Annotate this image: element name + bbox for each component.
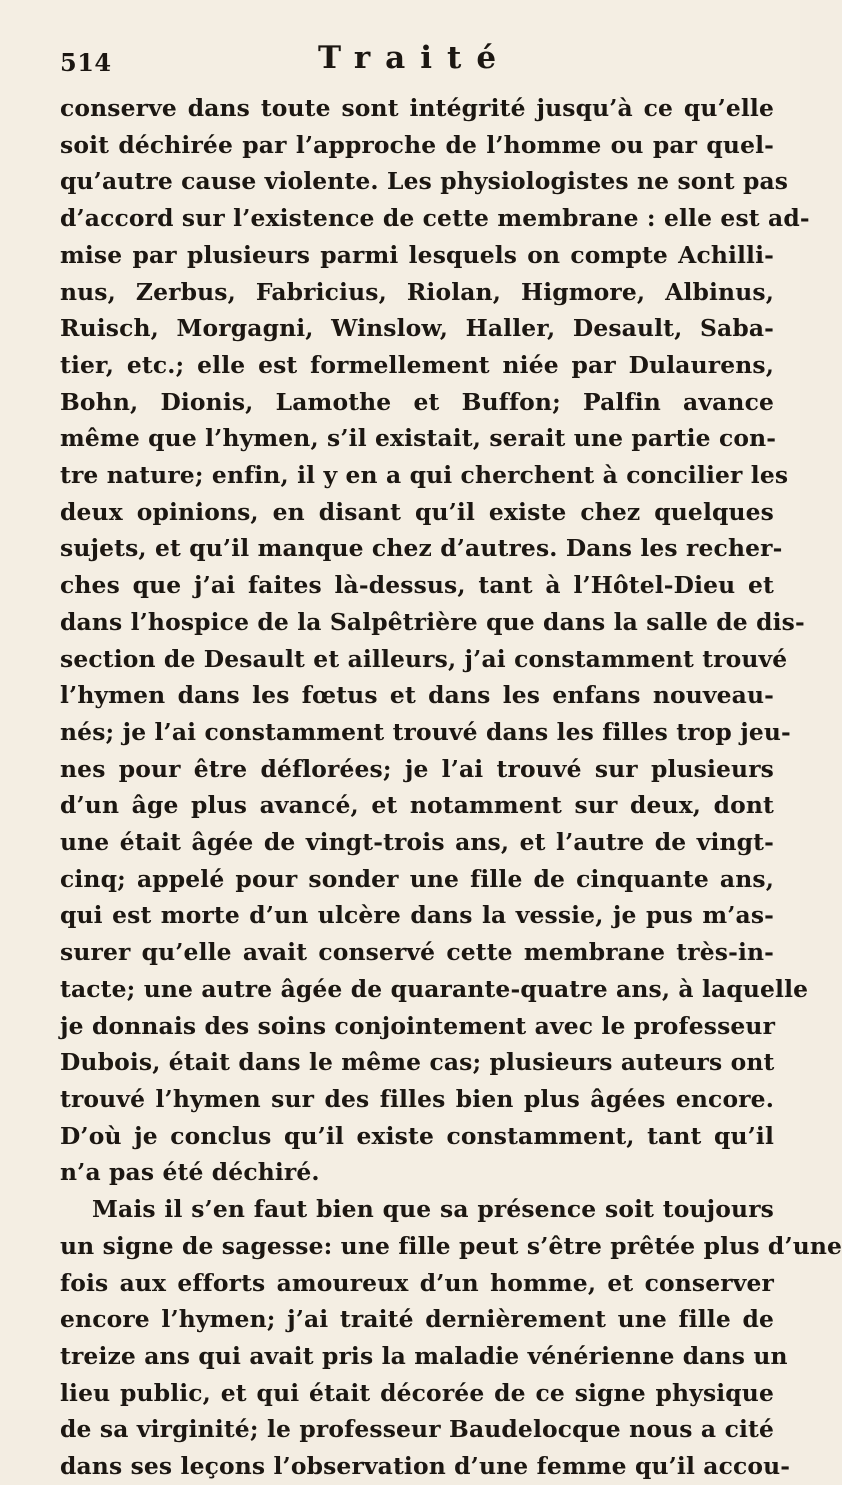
text-line: nes pour être déflorées; je l’ai trouvé sur plusieurs bbox=[60, 754, 774, 783]
text-line: nus, Zerbus, Fabricius, Riolan, Higmore, Albinus, bbox=[60, 277, 774, 306]
text-line: sujets, et qu’il manque chez d’autres. Dans les recher- bbox=[60, 534, 783, 563]
text-line: qu’autre cause violente. Les physiologistes ne sont pas bbox=[60, 167, 789, 196]
page-header bbox=[60, 40, 774, 82]
running-head: Traité bbox=[318, 40, 512, 76]
text-line: encore l’hymen; j’ai traité dernièrement une fille de bbox=[60, 1305, 774, 1334]
text-line: de sa virginité; le professeur Baudelocque nous a cité bbox=[60, 1415, 774, 1444]
text-line: Mais il s’en faut bien que sa présence soit toujours bbox=[92, 1195, 774, 1224]
text-line: dans ses leçons l’observation d’une femme qu’il accou- bbox=[60, 1452, 791, 1481]
text-line: tre nature; enfin, il y en a qui cherchent à concilier les bbox=[60, 461, 789, 490]
text-line: lieu public, et qui était décorée de ce signe physique bbox=[60, 1378, 774, 1407]
text-line: d’accord sur l’existence de cette membrane : elle est ad- bbox=[60, 204, 810, 233]
text-line: n’a pas été déchiré. bbox=[60, 1158, 320, 1187]
text-line: un signe de sagesse: une fille peut s’être prêtée plus d’une bbox=[60, 1231, 842, 1260]
page-number: 514 bbox=[60, 48, 112, 77]
text-line: treize ans qui avait pris la maladie vénérienne dans un bbox=[60, 1341, 788, 1370]
text-line: d’un âge plus avancé, et notamment sur deux, dont bbox=[60, 791, 774, 820]
text-line: D’où je conclus qu’il existe constamment, tant qu’il bbox=[60, 1121, 774, 1150]
text-line: tacte; une autre âgée de quarante-quatre ans, à laquelle bbox=[60, 974, 809, 1003]
text-line: je donnais des soins conjointement avec le professeur bbox=[60, 1011, 776, 1040]
text-line: mise par plusieurs parmi lesquels on compte Achilli- bbox=[60, 240, 774, 269]
text-line: nés; je l’ai constamment trouvé dans les filles trop jeu- bbox=[60, 717, 791, 746]
text-line: cinq; appelé pour sonder une fille de cinquante ans, bbox=[60, 864, 774, 893]
text-line: fois aux efforts amoureux d’un homme, et conserver bbox=[60, 1268, 774, 1297]
text-line: soit déchirée par l’approche de l’homme ou par quel- bbox=[60, 130, 774, 159]
text-line: conserve dans toute sont intégrité jusqu’à ce qu’elle bbox=[60, 94, 774, 122]
text-line: trouvé l’hymen sur des filles bien plus âgées encore. bbox=[60, 1084, 774, 1113]
text-line: tier, etc.; elle est formellement niée par Dulaurens, bbox=[60, 350, 774, 379]
text-line: qui est morte d’un ulcère dans la vessie, je pus m’as- bbox=[60, 901, 774, 930]
text-line: ches que j’ai faites là-dessus, tant à l’Hôtel-Dieu et bbox=[60, 571, 774, 600]
text-line: même que l’hymen, s’il existait, serait une partie con- bbox=[60, 424, 777, 453]
text-line: section de Desault et ailleurs, j’ai constamment trouvé bbox=[60, 644, 788, 673]
text-line: Dubois, était dans le même cas; plusieurs auteurs ont bbox=[60, 1048, 775, 1077]
text-line: une était âgée de vingt-trois ans, et l’autre de vingt- bbox=[60, 828, 774, 857]
body-text bbox=[60, 90, 842, 1485]
text-line: Bohn, Dionis, Lamothe et Buffon; Palfin avance bbox=[60, 387, 774, 416]
text-line: surer qu’elle avait conservé cette membrane très-in- bbox=[60, 938, 774, 967]
text-line: deux opinions, en disant qu’il existe chez quelques bbox=[60, 497, 774, 526]
text-line: Ruisch, Morgagni, Winslow, Haller, Desault, Saba- bbox=[60, 314, 774, 343]
text-line: l’hymen dans les fœtus et dans les enfans nouveau- bbox=[60, 681, 774, 710]
text-line: dans l’hospice de la Salpêtrière que dans la salle de dis- bbox=[60, 607, 805, 636]
